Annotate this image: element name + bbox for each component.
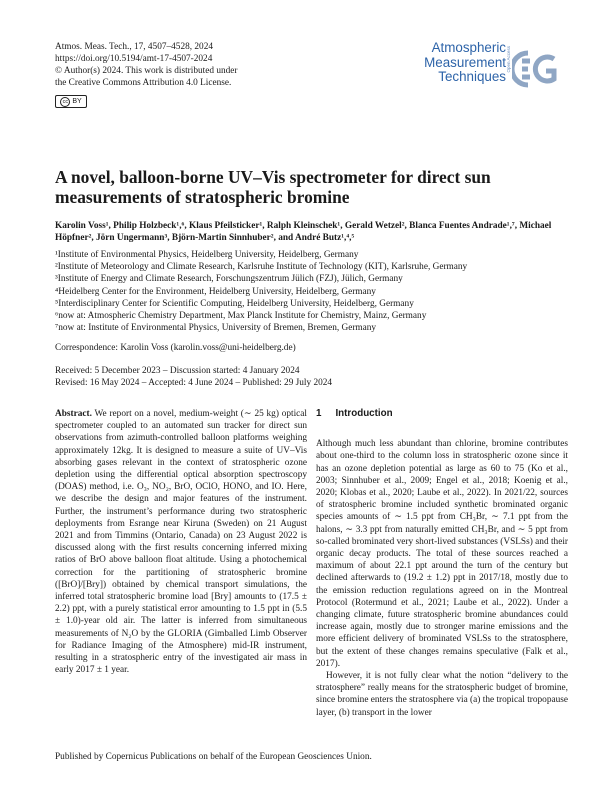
license-line: the Creative Commons Attribution 4.0 License. [55,78,232,88]
received-date: Received: 5 December 2023 – Discussion started: 4 January 2024 [55,366,300,376]
abstract-column [55,408,307,676]
intro-paragraph-2: However, it is not fully clear what the notion “delivery to the stratosphere” really means for the stratospheric budget of bromine, since bromine enters the stratosphere via (a) the tropical tropopause layer, (b) transport in the lower [316,671,568,718]
citation: Atmos. Meas. Tech., 17, 4507–4528, 2024 [55,42,213,52]
affiliation-item: ³Institute of Energy and Climate Research, Forschungszentrum Jülich (FZJ), Jülich, Germany [55,274,403,285]
open-access-label: Open Access [506,46,511,73]
introduction-column [316,408,568,719]
affiliation-list [55,249,565,334]
affiliation-item: ⁵Interdisciplinary Center for Scientific Computing, Heidelberg University, Heidelberg, Germany [55,298,414,309]
affiliation-item: ⁴Heidelberg Center for the Environment, Heidelberg University, Heidelberg, Germany [55,286,376,297]
journal-name: Atmospheric Measurement Techniques [424,40,506,84]
publisher-footer: Published by Copernicus Publications on behalf of the European Geosciences Union. [55,752,372,762]
affiliation-item: ⁶now at: Atmospheric Chemistry Department, Max Planck Institute for Chemistry, Mainz, Germany [55,311,427,322]
revised-date: Revised: 16 May 2024 – Accepted: 4 June 2024 – Published: 29 July 2024 [55,378,333,389]
section-heading [316,408,568,420]
paper-title: A novel, balloon-borne UV–Vis spectrometer for direct sun measurements of stratospheric bromine [55,167,491,207]
abstract-label: Abstract. [55,409,92,419]
affiliation-item: ¹Institute of Environmental Physics, Heidelberg University, Heidelberg, Germany [55,250,359,260]
section-title: Introduction [335,408,393,419]
author-list: Karolin Voss¹, Philip Holzbeck¹,⁶, Klaus Pfeilsticker¹, Ralph Kleinschek¹, Gerald Wetzel², Blanca Fuentes Andrade¹,⁷, Michael Höpfner², Jörn Ungermann³, Björn-Martin Sinnhuber², and André Butz¹,⁴,⁵ [55,221,552,244]
abstract [55,408,307,676]
section-number: 1 [316,408,322,419]
history-dates [55,365,332,389]
cc-icon: cc [60,97,70,107]
affiliation-item: ⁷now at: Institute of Environmental Physics, University of Bremen, Bremen, Germany [55,323,377,334]
affiliation-item: ²Institute of Meteorology and Climate Research, Karlsruhe Institute of Technology (KIT), Karlsruhe, Germany [55,262,468,273]
citation-block [55,41,238,89]
copyright-line: © Author(s) 2024. This work is distributed under [55,66,238,76]
correspondence: Correspondence: Karolin Voss (karolin.voss@uni-heidelberg.de) [55,343,296,353]
cc-by-label: BY [72,98,82,105]
doi-link[interactable]: https://doi.org/10.5194/amt-17-4507-2024 [55,54,213,64]
cc-license-badge[interactable] [55,95,87,108]
abstract-text: We report on a novel, medium-weight (∼ 25 kg) optical spectrometer coupled to an automated sun tracker for direct sun observations from azimuth-controlled balloon platforms weighing approximately 12kg. It is designed to measure a suite of UV–Vis absorbing gases relevant in the context of stratospheric ozone depletion using the differential optical absorption spectroscopy (DOAS) method, i.e. O₃, NO₂, BrO, OClO, HONO, and IO. Here, we describe the design and major features of the instrument. Further, the instrument’s performance during two stratospheric deployments from Esrange near Kiruna (Sweden) on 21 August 2021 and from Timmins (Ontario, Canada) on 23 August 2022 is discussed along with the first results concerning inferred mixing ratios of BrO above balloon float altitude. Using a photochemical correction for the partitioning of stratospheric bromine ([BrO]/[Bry]) obtained by chemical transport simulations, the inferred total stratospheric bromine load [Bry] amounts to (17.5 ± 2.2) ppt, with a purely statistical error amounting to 1.5 ppt in (5.5 ± 1.0)-year old air. The latter is inferred from simultaneous measurements of N₂O by the GLORIA (Gimballed Limb Observer for Radiance Imaging of the Atmosphere) mid-IR instrument, resulting in a stratospheric entry of the investigated air mass in early 2017 ± 1 year. [55,409,307,676]
intro-paragraph-1: Although much less abundant than chlorine, bromine contributes about one-third to the column loss in stratospheric ozone since it has an ozone depletion potential as large as 60 to 75 (Ko et al., 2003; Sinnhuber et al., 2009; Engel et al., 2018; Koenig et al., 2020; Klobas et al., 2020; Laube et al., 2022). In 2021/22, sources of stratospheric bromine included synthetic brominated organic species amounts of ∼ 1.5 ppt from CH₃Br, ∼ 7.1 ppt from the halons, ∼ 3.3 ppt from naturally emitted CH₃Br, and ∼ 5 ppt from so-called brominated very short-lived substances (VSLSs) and their organic decay products. The total of these sources reached a maximum of about 22.1 ppt around the turn of the century but declined afterwards to (19.2 ± 1.2) ppt in 2017/18, mostly due to the emission reduction regulations agreed on in the Montreal Protocol (Rotermund et al., 2021; Laube et al., 2022). Under a changing climate, future stratospheric bromine abundances could increase again, mostly due to stronger marine emissions and the more efficient delivery of brominated VSLSs to the stratosphere, but the extent of these changes remains speculative (Falk et al., 2017). [316,439,568,669]
egu-logo [512,47,562,91]
